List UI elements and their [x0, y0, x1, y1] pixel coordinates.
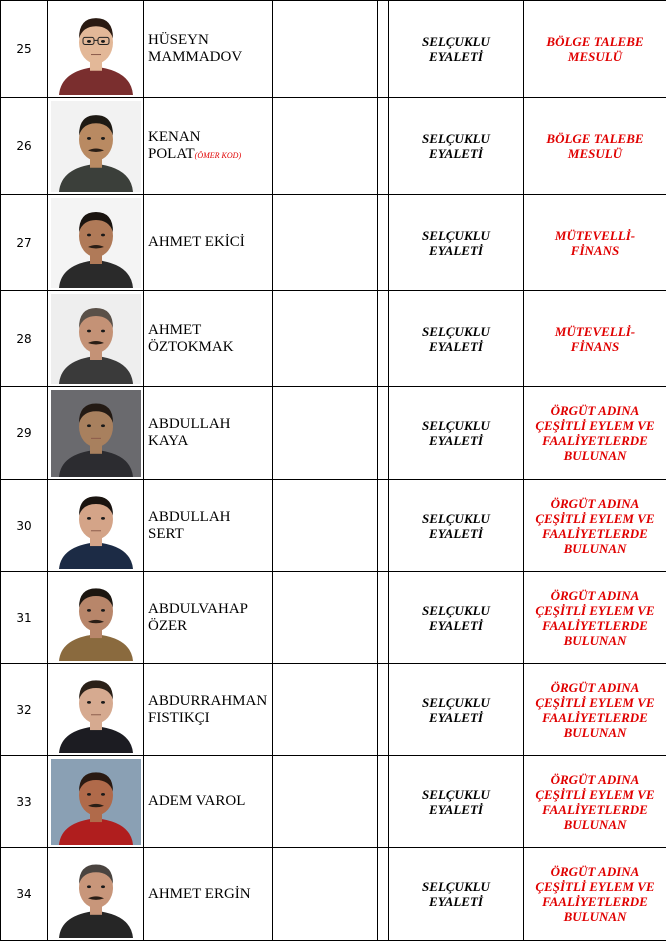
person-portrait — [51, 101, 141, 192]
region-cell: SELÇUKLU EYALETİ — [389, 848, 524, 941]
person-name-cell — [144, 195, 273, 291]
row-number: 34 — [1, 848, 48, 941]
person-name: AHMET EKİCİ — [148, 234, 245, 250]
person-name-cell — [144, 756, 273, 848]
person-name: KENAN POLAT — [148, 128, 201, 162]
person-photo-cell — [48, 98, 144, 195]
person-portrait — [51, 667, 141, 753]
table-row — [1, 756, 666, 848]
table-row — [1, 572, 666, 664]
blank-cell — [273, 848, 378, 941]
column-gap — [378, 98, 389, 195]
row-number: 31 — [1, 572, 48, 664]
row-number: 30 — [1, 480, 48, 572]
person-name-cell — [144, 98, 273, 195]
region-cell: SELÇUKLU EYALETİ — [389, 195, 524, 291]
person-photo-cell — [48, 756, 144, 848]
row-number: 26 — [1, 98, 48, 195]
person-photo-cell — [48, 664, 144, 756]
person-name: ABDULLAH SERT — [148, 508, 231, 542]
role-cell: ÖRGÜT ADINA ÇEŞİTLİ EYLEM VE FAALİYETLERDE BULUNAN — [524, 756, 666, 848]
blank-cell — [273, 1, 378, 98]
table-row — [1, 387, 666, 480]
person-name: HÜSEYN MAMMADOV — [148, 32, 243, 65]
row-number: 33 — [1, 756, 48, 848]
region-cell: SELÇUKLU EYALETİ — [389, 387, 524, 480]
person-name-cell — [144, 291, 273, 387]
person-name: ABDURRAHMAN FISTIKÇI — [148, 692, 268, 726]
person-name-cell — [144, 572, 273, 664]
person-photo-cell — [48, 387, 144, 480]
person-name: ABDULLAH KAYA — [148, 416, 231, 449]
column-gap — [378, 1, 389, 98]
person-alias: (ÖMER KOD) — [194, 150, 242, 160]
person-portrait — [51, 294, 141, 384]
person-name-cell — [144, 848, 273, 941]
blank-cell — [273, 664, 378, 756]
person-portrait — [51, 198, 141, 288]
role-cell: MÜTEVELLİ- FİNANS — [524, 291, 666, 387]
row-number: 32 — [1, 664, 48, 756]
blank-cell — [273, 756, 378, 848]
table-row — [1, 291, 666, 387]
person-name-cell — [144, 1, 273, 98]
person-portrait — [51, 575, 141, 661]
person-photo-cell — [48, 848, 144, 941]
row-number: 27 — [1, 195, 48, 291]
column-gap — [378, 387, 389, 480]
person-portrait — [51, 483, 141, 569]
role-cell: BÖLGE TALEBE MESULÜ — [524, 1, 666, 98]
person-portrait — [51, 851, 141, 938]
person-portrait — [51, 390, 141, 477]
role-cell: MÜTEVELLİ- FİNANS — [524, 195, 666, 291]
blank-cell — [273, 195, 378, 291]
table-row — [1, 664, 666, 756]
region-cell: SELÇUKLU EYALETİ — [389, 480, 524, 572]
region-cell: SELÇUKLU EYALETİ — [389, 572, 524, 664]
row-number: 28 — [1, 291, 48, 387]
person-photo-cell — [48, 291, 144, 387]
region-cell: SELÇUKLU EYALETİ — [389, 98, 524, 195]
person-photo-cell — [48, 572, 144, 664]
person-photo-cell — [48, 1, 144, 98]
blank-cell — [273, 572, 378, 664]
row-number: 25 — [1, 1, 48, 98]
person-name-cell — [144, 480, 273, 572]
blank-cell — [273, 480, 378, 572]
person-name: AHMET ÖZTOKMAK — [148, 321, 234, 355]
blank-cell — [273, 98, 378, 195]
role-cell: ÖRGÜT ADINA ÇEŞİTLİ EYLEM VE FAALİYETLERDE BULUNAN — [524, 387, 666, 480]
table-row — [1, 1, 666, 98]
person-photo-cell — [48, 195, 144, 291]
column-gap — [378, 572, 389, 664]
region-cell: SELÇUKLU EYALETİ — [389, 1, 524, 98]
role-cell: ÖRGÜT ADINA ÇEŞİTLİ EYLEM VE FAALİYETLERDE BULUNAN — [524, 848, 666, 941]
person-name: ABDULVAHAP ÖZER — [148, 600, 249, 634]
role-cell: BÖLGE TALEBE MESULÜ — [524, 98, 666, 195]
person-name-cell — [144, 664, 273, 756]
role-cell: ÖRGÜT ADINA ÇEŞİTLİ EYLEM VE FAALİYETLERDE BULUNAN — [524, 572, 666, 664]
person-name: ADEM VAROL — [148, 793, 246, 809]
person-name: AHMET ERGİN — [148, 885, 251, 902]
column-gap — [378, 848, 389, 941]
role-cell: ÖRGÜT ADINA ÇEŞİTLİ EYLEM VE FAALİYETLERDE BULUNAN — [524, 480, 666, 572]
region-cell: SELÇUKLU EYALETİ — [389, 756, 524, 848]
table-row — [1, 98, 666, 195]
blank-cell — [273, 387, 378, 480]
column-gap — [378, 756, 389, 848]
column-gap — [378, 664, 389, 756]
table-row — [1, 480, 666, 572]
row-number: 29 — [1, 387, 48, 480]
region-cell: SELÇUKLU EYALETİ — [389, 291, 524, 387]
person-portrait — [51, 759, 141, 845]
table-row — [1, 195, 666, 291]
region-cell: SELÇUKLU EYALETİ — [389, 664, 524, 756]
person-photo-cell — [48, 480, 144, 572]
column-gap — [378, 195, 389, 291]
role-cell: ÖRGÜT ADINA ÇEŞİTLİ EYLEM VE FAALİYETLERDE BULUNAN — [524, 664, 666, 756]
person-name-cell — [144, 387, 273, 480]
column-gap — [378, 480, 389, 572]
table-row — [1, 848, 666, 941]
blank-cell — [273, 291, 378, 387]
person-portrait — [51, 4, 141, 95]
column-gap — [378, 291, 389, 387]
